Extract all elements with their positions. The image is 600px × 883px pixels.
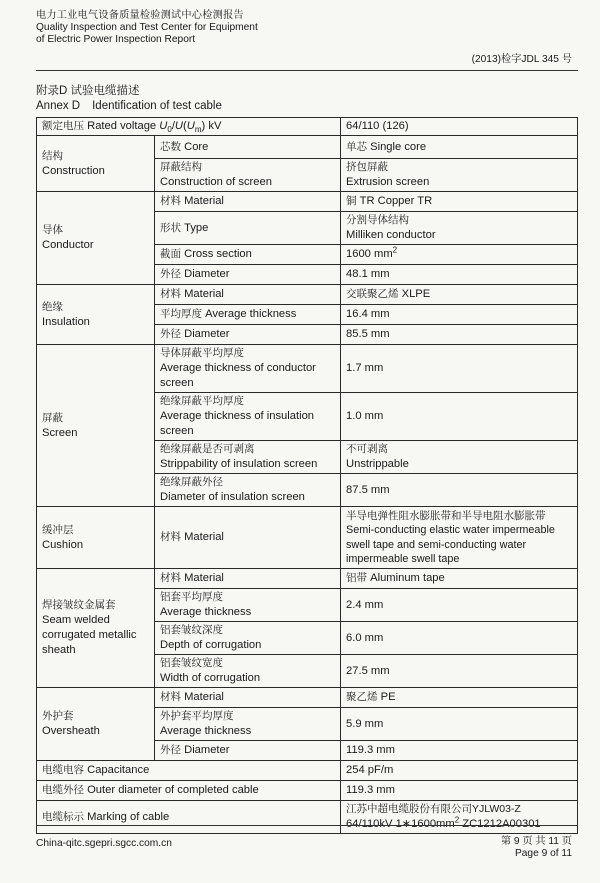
outer-diameter-label: 电缆外径 Outer diameter of completed cable	[37, 781, 341, 801]
table-row	[37, 507, 578, 569]
param-label: 绝缘屏蔽平均厚度 Average thickness of insulation screen	[155, 393, 341, 441]
table-row	[37, 192, 578, 212]
table-row	[37, 136, 578, 159]
param-value: 1.7 mm	[341, 345, 578, 393]
table-row	[37, 345, 578, 393]
group-metallic-sheath: 焊接皱纹金属套 Seam welded corrugated metallic sheath	[37, 569, 155, 688]
header-title-en-1: Quality Inspection and Test Center for Equipment	[36, 22, 258, 33]
param-label: 铝套皱纹深度 Depth of corrugation	[155, 622, 341, 655]
param-label: 绝缘屏蔽外径 Diameter of insulation screen	[155, 474, 341, 507]
annex-title-cn: 附录D 试验电缆描述	[36, 85, 140, 97]
param-value: 5.9 mm	[341, 708, 578, 741]
param-value: 挤包屏蔽 Extrusion screen	[341, 159, 578, 192]
rated-voltage-value: 64/110 (126)	[341, 118, 578, 136]
param-label: 材料 Material	[155, 192, 341, 212]
table-row	[37, 569, 578, 589]
param-label: 材料 Material	[155, 688, 341, 708]
table-row	[37, 761, 578, 781]
param-value: 2.4 mm	[341, 589, 578, 622]
param-label: 外护套平均厚度 Average thickness	[155, 708, 341, 741]
header-title-en-2: of Electric Power Inspection Report	[36, 34, 196, 45]
table-row	[37, 118, 578, 136]
rated-voltage-label: 额定电压 Rated voltage $U_0/U(U_m)$ kV	[37, 118, 341, 136]
param-value: 16.4 mm	[341, 305, 578, 325]
report-header	[36, 10, 578, 65]
param-value: 聚乙烯 PE	[341, 688, 578, 708]
param-label: 材料 Material	[155, 285, 341, 305]
param-label: 截面 Cross section	[155, 245, 341, 265]
header-title-cn: 电力工业电气设备质量检验测试中心检测报告	[36, 10, 244, 21]
param-value: 交联聚乙烯 XLPE	[341, 285, 578, 305]
group-oversheath: 外护套 Oversheath	[37, 688, 155, 761]
param-label: 屏蔽结构 Construction of screen	[155, 159, 341, 192]
param-label: 铝套平均厚度 Average thickness	[155, 589, 341, 622]
param-value: 半导电弹性阻水膨胀带和半导电阻水膨胀带 Semi-conducting elastic water impermeable swell tape and semi-conducting water impermeable swell tape	[341, 507, 578, 569]
param-value: 铝带 Aluminum tape	[341, 569, 578, 589]
param-label: 形状 Type	[155, 212, 341, 245]
param-value: 1600 $mm^2$	[341, 245, 578, 265]
param-value: 铜 TR Copper TR	[341, 192, 578, 212]
group-screen: 屏蔽 Screen	[37, 345, 155, 507]
annex-heading	[36, 84, 222, 114]
report-number: (2013)检字JDL 345 号	[471, 54, 572, 65]
table-row	[37, 285, 578, 305]
footer-divider	[36, 825, 578, 826]
group-insulation: 绝缘 Insulation	[37, 285, 155, 345]
param-label: 绝缘屏蔽是否可剥离 Strippability of insulation screen	[155, 441, 341, 474]
param-label: 导体屏蔽平均厚度 Average thickness of conductor screen	[155, 345, 341, 393]
param-value: 1.0 mm	[341, 393, 578, 441]
table-row	[37, 801, 578, 834]
param-value: 48.1 mm	[341, 265, 578, 285]
table-row	[37, 781, 578, 801]
param-value: 85.5 mm	[341, 325, 578, 345]
param-value: 119.3 mm	[341, 741, 578, 761]
capacitance-label: 电缆电容 Capacitance	[37, 761, 341, 781]
cable-identification-table	[36, 117, 578, 834]
param-value: 87.5 mm	[341, 474, 578, 507]
group-cushion: 缓冲层 Cushion	[37, 507, 155, 569]
param-value: 不可剥离 Unstrippable	[341, 441, 578, 474]
param-value: 分割导体结构 Milliken conductor	[341, 212, 578, 245]
param-label: 材料 Material	[155, 507, 341, 569]
group-construction: 结构 Construction	[37, 136, 155, 192]
param-label: 芯数 Core	[155, 136, 341, 159]
marking-value: 江苏中超电缆股份有限公司YJLW03-Z 64/110kV $1∗1600mm^2$ ZC1212A00301	[341, 801, 578, 834]
param-value: 6.0 mm	[341, 622, 578, 655]
footer-url: China-qitc.sgepri.sgcc.com.cn	[36, 838, 172, 849]
table-row	[37, 688, 578, 708]
param-label: 外径 Diameter	[155, 325, 341, 345]
annex-title-en: Annex D Identification of test cable	[36, 100, 222, 112]
marking-label: 电缆标示 Marking of cable	[37, 801, 341, 834]
capacitance-value: 254 pF/m	[341, 761, 578, 781]
param-value: 27.5 mm	[341, 655, 578, 688]
param-label: 铝套皱纹宽度 Width of corrugation	[155, 655, 341, 688]
param-label: 外径 Diameter	[155, 265, 341, 285]
param-label: 外径 Diameter	[155, 741, 341, 761]
page-number: 第 9 页 共 11 页 Page 9 of 11	[500, 836, 572, 859]
header-divider	[36, 70, 578, 71]
param-label: 平均厚度 Average thickness	[155, 305, 341, 325]
group-conductor: 导体 Conductor	[37, 192, 155, 285]
outer-diameter-value: 119.3 mm	[341, 781, 578, 801]
param-label: 材料 Material	[155, 569, 341, 589]
param-value: 单芯 Single core	[341, 136, 578, 159]
